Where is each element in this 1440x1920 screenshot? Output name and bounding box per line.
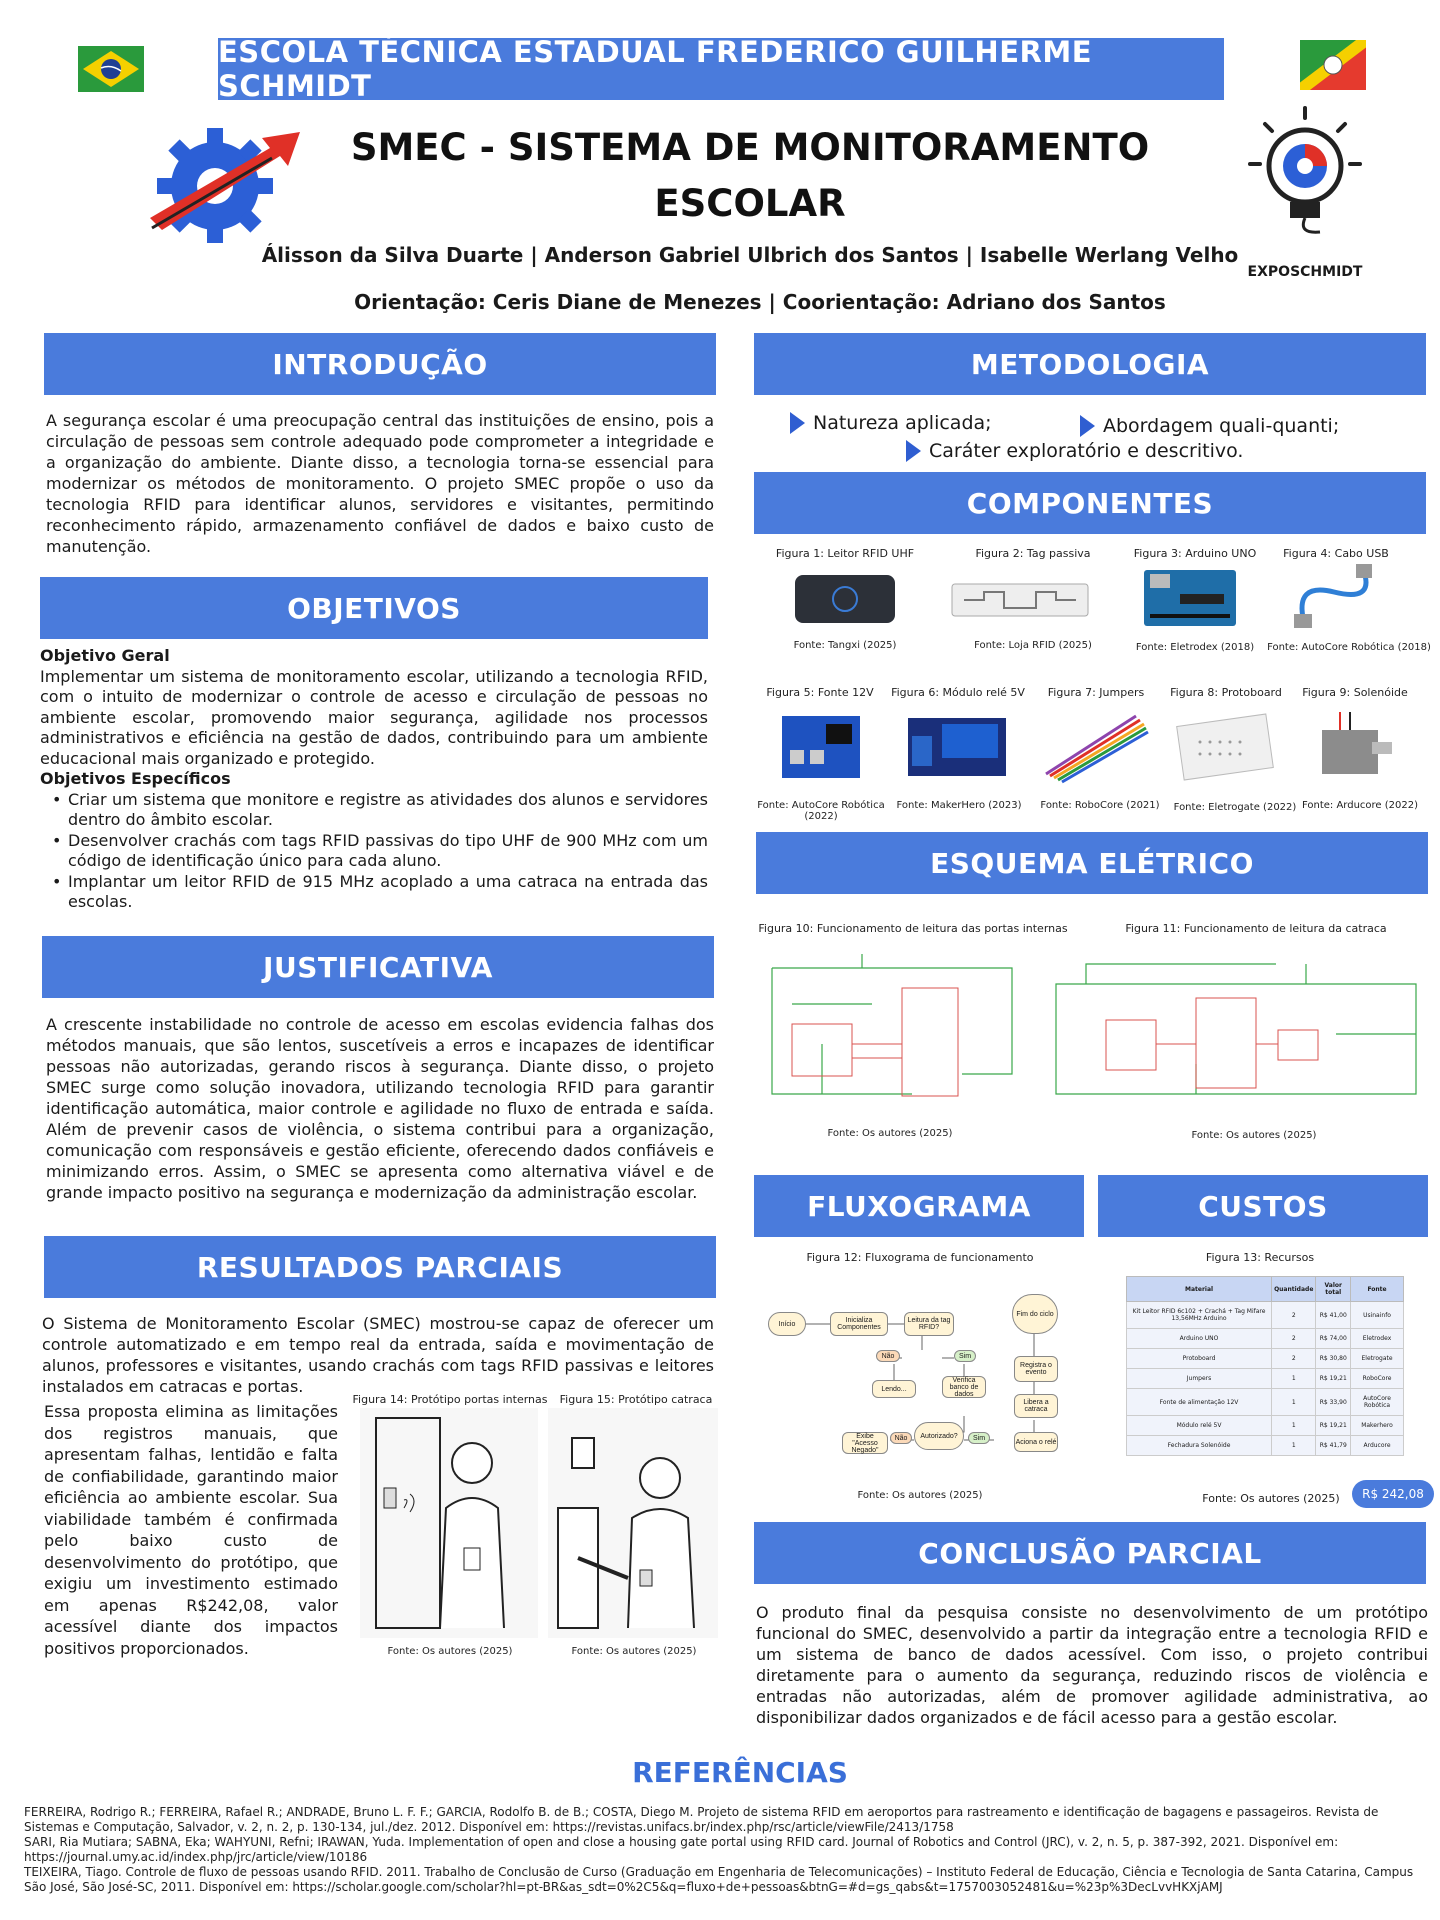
fig5-caption: Figura 5: Fonte 12V bbox=[766, 686, 874, 699]
componentes-header: COMPONENTES bbox=[754, 472, 1426, 534]
flow-init: Inicializa Componentes bbox=[830, 1312, 888, 1336]
schematic-turnstile bbox=[1046, 944, 1426, 1116]
resultados-text-2: Essa proposta elimina as limitações dos registros manuais, que apresentam falhas, lentidão e falta de confiabilidade, garantindo maior eficiência ao ambiente escolar. Sua viabilidade também é confirmada pelo baixo custo de desenvolvimento do protótipo, que exigiu um investimento estimado em apenas R$242,08, valor acessível diante dos impactos positivos proporcionados. bbox=[44, 1402, 338, 1658]
fig12-caption: Figura 12: Fluxograma de funcionamento bbox=[806, 1251, 1034, 1264]
fig2-caption: Figura 2: Tag passiva bbox=[975, 547, 1091, 560]
objetivos-body bbox=[40, 646, 708, 913]
fig7-caption: Figura 7: Jumpers bbox=[1047, 686, 1145, 699]
conclusao-header: CONCLUSÃO PARCIAL bbox=[754, 1522, 1426, 1584]
flow-aciona: Aciona o relé bbox=[1014, 1432, 1058, 1452]
flow-libera: Libera a catraca bbox=[1014, 1394, 1058, 1418]
custos-header: CUSTOS bbox=[1098, 1175, 1428, 1237]
fig4-source: Fonte: AutoCore Robótica (2018) bbox=[1267, 642, 1431, 653]
introducao-header: INTRODUÇÃO bbox=[44, 333, 716, 395]
fig12-source: Fonte: Os autores (2025) bbox=[857, 1490, 983, 1501]
reference-item: TEIXEIRA, Tiago. Controle de fluxo de pessoas usando RFID. 2011. Trabalho de Conclusão de Curso (Graduação em Engenharia de Telecomunicações) – Instituto Federal de Educação, Ciência e Tecnologia de Santa Catarina, Campus São José, São José-SC, 2011. Disponível em: https://scholar.google.com/scholar?hl=pt-BR&as_sdt=0%2C5&q=fluxo+de+pessoas&btnG=#d=gs_qabs&t=1757003052481&u=%23p%3DecLvvHKXjAMJ bbox=[24, 1865, 1414, 1894]
objetivos-especificos-list bbox=[40, 790, 708, 913]
table-row bbox=[1127, 1436, 1404, 1456]
introducao-text: A segurança escolar é uma preocupação central das instituições de ensino, pois a circulação de pessoas sem controle adequado pode comprometer a integridade e a organização do ambiente. Diante disso, a tecnologia torna-se essencial para modernizar os métodos de monitoramento. O projeto SMEC propõe o uso da tecnologia RFID para identificar alunos, servidores e visitantes, permitindo reconhecimento rápido, armazenamento confiável de dados e baixo custo de manutenção. bbox=[46, 411, 714, 556]
table-cell: Makerhero bbox=[1351, 1416, 1404, 1436]
metodologia-header: METODOLOGIA bbox=[754, 333, 1426, 395]
fig6-source: Fonte: MakerHero (2023) bbox=[896, 800, 1022, 811]
fig4-caption: Figura 4: Cabo USB bbox=[1283, 547, 1389, 560]
table-cell: Eletrodex bbox=[1351, 1329, 1404, 1349]
objetivos-especificos-title: Objetivos Específicos bbox=[40, 769, 231, 788]
table-cell: R$ 41,79 bbox=[1316, 1436, 1351, 1456]
list-item: • Implantar um leitor RFID de 915 MHz acoplado a uma catraca na entrada das escolas. bbox=[40, 872, 708, 913]
metodologia-item-label: Natureza aplicada; bbox=[813, 412, 992, 434]
lightbulb-gear-icon bbox=[1240, 104, 1370, 234]
fig13-caption: Figura 13: Recursos bbox=[1205, 1251, 1315, 1264]
costs-table bbox=[1126, 1276, 1404, 1456]
esquema-header: ESQUEMA ELÉTRICO bbox=[756, 832, 1428, 894]
table-cell: 1 bbox=[1272, 1369, 1316, 1389]
table-cell: AutoCore Robótica bbox=[1351, 1389, 1404, 1416]
objetivos-header: OBJETIVOS bbox=[40, 577, 708, 639]
table-cell: Eletrogate bbox=[1351, 1349, 1404, 1369]
flow-lendo: Lendo... bbox=[872, 1380, 916, 1398]
reference-item: SARI, Ria Mutiara; SABNA, Eka; WAHYUNI, Refni; IRAWAN, Yuda. Implementation of open and close a housing gate portal using RFID card. Journal of Robotics and Control (JRC), v. 2, n. 5, p. 387-392, 2021. Disponível em: https://journal.umy.ac.id/index.php/jrc/article/view/10186 bbox=[24, 1835, 1339, 1864]
justificativa-header: JUSTIFICATIVA bbox=[42, 936, 714, 998]
flow-exibe: Exibe "Acesso Negado" bbox=[842, 1432, 888, 1454]
table-cell: Usinainfo bbox=[1351, 1302, 1404, 1329]
costs-table-header-row bbox=[1127, 1277, 1404, 1302]
table-cell: R$ 33,90 bbox=[1316, 1389, 1351, 1416]
referencias-title: REFERÊNCIAS bbox=[632, 1756, 848, 1789]
objetivo-geral-text: Implementar um sistema de monitoramento escolar, utilizando a tecnologia RFID, com o intuito de modernizar o controle de acesso e circulação de pessoas no ambiente escolar, promovendo maior segurança, agilidade nos processos administrativos e eficiência na gestão de dados, contribuindo para um ambiente educacional mais organizado e protegido. bbox=[40, 666, 708, 768]
table-cell: RoboCore bbox=[1351, 1369, 1404, 1389]
table-row bbox=[1127, 1302, 1404, 1329]
fig7-source: Fonte: RoboCore (2021) bbox=[1040, 800, 1160, 811]
list-item: • Criar um sistema que monitore e registre as atividades dos alunos e servidores dentro do âmbito escolar. bbox=[40, 790, 708, 831]
fig5-source: Fonte: AutoCore Robótica (2022) bbox=[757, 800, 885, 822]
prototype-turnstile-image bbox=[548, 1408, 718, 1638]
passive-tag-image bbox=[950, 580, 1090, 620]
fig1-caption: Figura 1: Leitor RFID UHF bbox=[775, 547, 915, 560]
justificativa-text: A crescente instabilidade no controle de acesso em escolas evidencia falhas dos métodos manuais, que são lentos, suscetíveis a erros e incapazes de identificar pessoas não autorizadas, gerando riscos à segurança. Diante disso, o projeto SMEC surge como solução inovadora, utilizando tecnologia RFID para garantir identificação automática, maior controle e agilidade no fluxo de entrada e saída. Além de prevenir casos de violência, o sistema contribui para a organização, comunicação com responsáveis e gestão eficiente, oferecendo dados confiáveis e minimizando erros. Assim, o SMEC se apresenta como alternativa viável e de grande impacto positivo na segurança e modernização da administração escolar. bbox=[46, 1015, 714, 1202]
fig8-source: Fonte: Eletrogate (2022) bbox=[1173, 802, 1297, 813]
table-row bbox=[1127, 1329, 1404, 1349]
expo-label: EXPOSCHMIDT bbox=[1247, 264, 1363, 280]
usb-cable-image bbox=[1284, 562, 1384, 632]
table-row bbox=[1127, 1369, 1404, 1389]
title-line-1: SMEC - SISTEMA DE MONITORAMENTO bbox=[350, 126, 1150, 169]
table-cell: Módulo relé 5V bbox=[1127, 1416, 1272, 1436]
flow-registra: Registra o evento bbox=[1014, 1356, 1058, 1382]
table-row bbox=[1127, 1389, 1404, 1416]
school-banner: ESCOLA TÉCNICA ESTADUAL FREDERICO GUILHERME SCHMIDT bbox=[218, 38, 1224, 100]
fig11-source: Fonte: Os autores (2025) bbox=[1191, 1130, 1317, 1141]
fig15-caption: Figura 15: Protótipo catraca bbox=[559, 1393, 713, 1406]
table-cell: R$ 30,80 bbox=[1316, 1349, 1351, 1369]
fig14-source: Fonte: Os autores (2025) bbox=[387, 1646, 513, 1657]
arduino-uno-image bbox=[1140, 564, 1240, 632]
flow-sim-2: Sim bbox=[968, 1432, 990, 1444]
fig9-caption: Figura 9: Solenóide bbox=[1302, 686, 1408, 699]
table-cell: R$ 41,00 bbox=[1316, 1302, 1351, 1329]
table-cell: Fonte de alimentação 12V bbox=[1127, 1389, 1272, 1416]
table-row bbox=[1127, 1416, 1404, 1436]
relay-module-image bbox=[902, 706, 1012, 786]
table-cell: R$ 19,21 bbox=[1316, 1416, 1351, 1436]
prototype-door-image bbox=[360, 1408, 538, 1638]
resultados-header: RESULTADOS PARCIAIS bbox=[44, 1236, 716, 1298]
authors: Álisson da Silva Duarte | Anderson Gabriel Ulbrich dos Santos | Isabelle Werlang Velho bbox=[261, 243, 1239, 267]
flow-autorizado: Autorizado? bbox=[914, 1422, 964, 1450]
fig10-source: Fonte: Os autores (2025) bbox=[827, 1128, 953, 1139]
metodologia-item-label: Caráter exploratório e descritivo. bbox=[929, 440, 1244, 462]
poster-title bbox=[300, 120, 1200, 232]
table-cell: Fechadura Solenóide bbox=[1127, 1436, 1272, 1456]
table-row bbox=[1127, 1349, 1404, 1369]
protoboard-image bbox=[1170, 712, 1280, 782]
table-cell: Arduino UNO bbox=[1127, 1329, 1272, 1349]
table-cell: Protoboard bbox=[1127, 1349, 1272, 1369]
fig15-source: Fonte: Os autores (2025) bbox=[571, 1646, 697, 1657]
flowchart bbox=[764, 1272, 1070, 1472]
table-cell: R$ 74,00 bbox=[1316, 1329, 1351, 1349]
table-cell: Jumpers bbox=[1127, 1369, 1272, 1389]
solenoid-image bbox=[1310, 706, 1400, 786]
costs-table-wrapper bbox=[1126, 1276, 1404, 1456]
brazil-flag-icon bbox=[78, 46, 144, 92]
table-cell: 1 bbox=[1272, 1389, 1316, 1416]
list-item: • Desenvolver crachás com tags RFID passivas do tipo UHF de 900 MHz com um código de identificação único para cada aluno. bbox=[40, 831, 708, 872]
fig10-caption: Figura 10: Funcionamento de leitura das portas internas bbox=[758, 922, 1068, 935]
fig14-caption: Figura 14: Protótipo portas internas bbox=[352, 1393, 548, 1406]
fluxograma-header: FLUXOGRAMA bbox=[754, 1175, 1084, 1237]
play-arrow-icon bbox=[906, 440, 921, 462]
referencias-list bbox=[24, 1805, 1436, 1895]
conclusao-text: O produto final da pesquisa consiste no desenvolvimento de um protótipo funcional do SMEC, desenvolvido a partir da integração entre a tecnologia RFID e um sistema de banco de dados acessível. Com isso, o projeto contribui diretamente para o aumento da segurança, reduzindo riscos de violência e entradas não autorizadas, além de promover agilidade administrativa, ao disponibilizar dados organizados e de fácil acesso para a gestão escolar. bbox=[756, 1603, 1428, 1727]
table-cell: Arducore bbox=[1351, 1436, 1404, 1456]
metodologia-item-label: Abordagem quali-quanti; bbox=[1103, 415, 1340, 437]
metodologia-item-3 bbox=[906, 440, 1243, 462]
flow-nao-2: Não bbox=[890, 1432, 912, 1444]
fig8-caption: Figura 8: Protoboard bbox=[1170, 686, 1282, 699]
table-cell: 2 bbox=[1272, 1329, 1316, 1349]
schematic-internal-doors bbox=[762, 944, 1022, 1116]
resultados-text-1: O Sistema de Monitoramento Escolar (SMEC) mostrou-se capaz de oferecer um controle automatizado e em tempo real da entrada, saída e movimentação de alunos, professores e visitantes, usando crachás com tags RFID passivas e leitores instalados em catracas e portas. bbox=[42, 1314, 714, 1396]
costs-header-cell: Quantidade bbox=[1272, 1277, 1316, 1302]
reference-item: FERREIRA, Rodrigo R.; FERREIRA, Rafael R.; ANDRADE, Bruno L. F. F.; GARCIA, Rodolfo B. de B.; COSTA, Diego M. Projeto de sistema RFID em aeroportos para rastreamento e identificação de bagagens e passageiros. Revista de Sistemas e Computação, Salvador, v. 2, n. 2, p. 130-134, jul./dez. 2012. Disponível em: https://revistas.unifacs.br/index.php/rsc/article/viewFile/2413/1758 bbox=[24, 1805, 1379, 1834]
metodologia-item-1 bbox=[790, 412, 992, 434]
table-cell: 1 bbox=[1272, 1436, 1316, 1456]
flow-fim: Fim do ciclo bbox=[1012, 1294, 1058, 1334]
rfid-reader-image bbox=[790, 570, 900, 628]
flow-inicio: Início bbox=[768, 1312, 806, 1336]
title-line-2: ESCOLAR bbox=[654, 182, 846, 225]
play-arrow-icon bbox=[790, 412, 805, 434]
fig9-source: Fonte: Arducore (2022) bbox=[1301, 800, 1419, 811]
fig3-source: Fonte: Eletrodex (2018) bbox=[1135, 642, 1255, 653]
flow-nao-1: Não bbox=[876, 1350, 900, 1362]
fig1-source: Fonte: Tangxi (2025) bbox=[793, 640, 897, 651]
jumpers-image bbox=[1040, 706, 1150, 786]
fig2-source: Fonte: Loja RFID (2025) bbox=[974, 640, 1092, 651]
flow-verifica: Verifica banco de dados bbox=[942, 1376, 986, 1398]
total-cost-badge: R$ 242,08 bbox=[1352, 1480, 1434, 1508]
play-arrow-icon bbox=[1080, 415, 1095, 437]
table-cell: R$ 19,21 bbox=[1316, 1369, 1351, 1389]
advisors: Orientação: Ceris Diane de Menezes | Coorientação: Adriano dos Santos bbox=[354, 290, 1166, 314]
fig11-caption: Figura 11: Funcionamento de leitura da catraca bbox=[1125, 922, 1387, 935]
costs-header-cell: Material bbox=[1127, 1277, 1272, 1302]
school-logo-gear-icon bbox=[140, 118, 310, 243]
table-cell: 1 bbox=[1272, 1416, 1316, 1436]
fig3-caption: Figura 3: Arduino UNO bbox=[1133, 547, 1257, 560]
power-supply-image bbox=[776, 706, 866, 786]
fig13-source: Fonte: Os autores (2025) bbox=[1202, 1492, 1340, 1505]
flow-sim-1: Sim bbox=[954, 1350, 976, 1362]
flow-leitura: Leitura da tag RFID? bbox=[904, 1312, 954, 1336]
table-cell: 2 bbox=[1272, 1349, 1316, 1369]
costs-header-cell: Fonte bbox=[1351, 1277, 1404, 1302]
costs-header-cell: Valor total bbox=[1316, 1277, 1351, 1302]
objetivo-geral-title: Objetivo Geral bbox=[40, 646, 170, 665]
fig6-caption: Figura 6: Módulo relé 5V bbox=[891, 686, 1025, 699]
rs-flag-icon bbox=[1300, 40, 1366, 90]
table-cell: 2 bbox=[1272, 1302, 1316, 1329]
table-cell: Kit Leitor RFID 6c102 + Crachá + Tag Mifare 13,56MHz Arduino bbox=[1127, 1302, 1272, 1329]
metodologia-item-2 bbox=[1080, 415, 1339, 437]
